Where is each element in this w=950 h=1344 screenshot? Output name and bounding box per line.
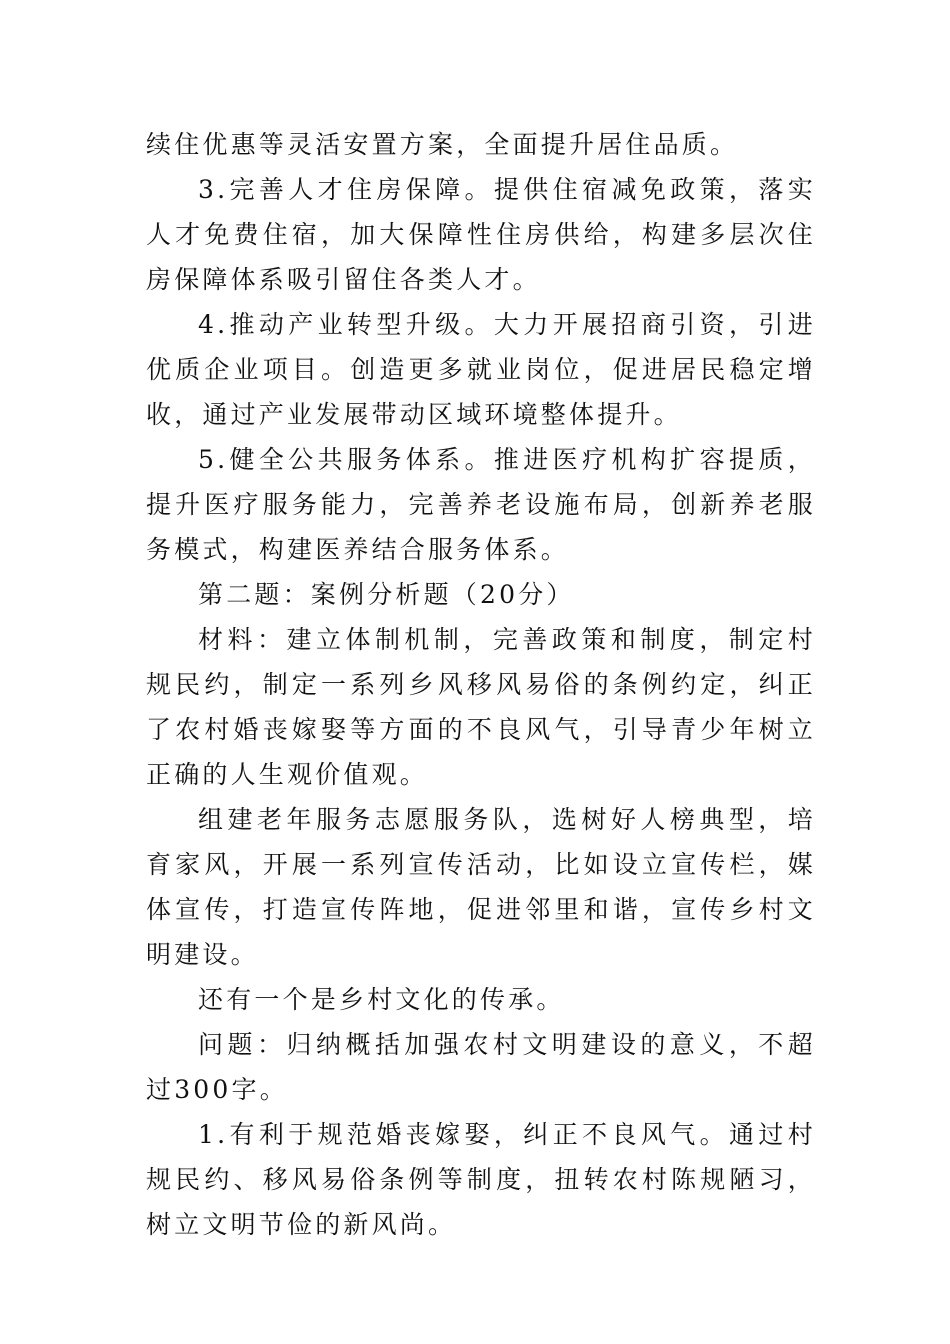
- paragraph: 5.健全公共服务体系。推进医疗机构扩容提质，提升医疗服务能力，完善养老设施布局，创新养老服务模式，构建医养结合服务体系。: [146, 445, 816, 564]
- question-paragraph: 问题：归纳概括加强农村文明建设的意义，不超过300字。: [146, 1030, 816, 1104]
- paragraph: 4.推动产业转型升级。大力开展招商引资，引进优质企业项目。创造更多就业岗位，促进居民稳定增收，通过产业发展带动区域环境整体提升。: [146, 310, 816, 429]
- paragraph: 还有一个是乡村文化的传承。: [198, 985, 565, 1014]
- paragraph: 组建老年服务志愿服务队，选树好人榜典型，培育家风，开展一系列宣传活动，比如设立宣传栏，媒体宣传，打造宣传阵地，促进邻里和谐，宣传乡村文明建设。: [146, 805, 816, 969]
- paragraph: 续住优惠等灵活安置方案，全面提升居住品质。: [146, 130, 739, 159]
- paragraph: 1.有利于规范婚丧嫁娶，纠正不良风气。通过村规民约、移风易俗条例等制度，扭转农村陈规陋习，树立文明节俭的新风尚。: [146, 1120, 816, 1239]
- paragraph: 3.完善人才住房保障。提供住宿减免政策，落实人才免费住宿，加大保障性住房供给，构建多层次住房保障体系吸引留住各类人才。: [146, 175, 816, 294]
- section-heading: 第二题：案例分析题（20分）: [198, 580, 575, 609]
- paragraph: 材料：建立体制机制，完善政策和制度，制定村规民约，制定一系列乡风移风易俗的条例约定，纠正了农村婚丧嫁娶等方面的不良风气，引导青少年树立正确的人生观价值观。: [146, 625, 816, 789]
- document-body: [146, 122, 816, 1247]
